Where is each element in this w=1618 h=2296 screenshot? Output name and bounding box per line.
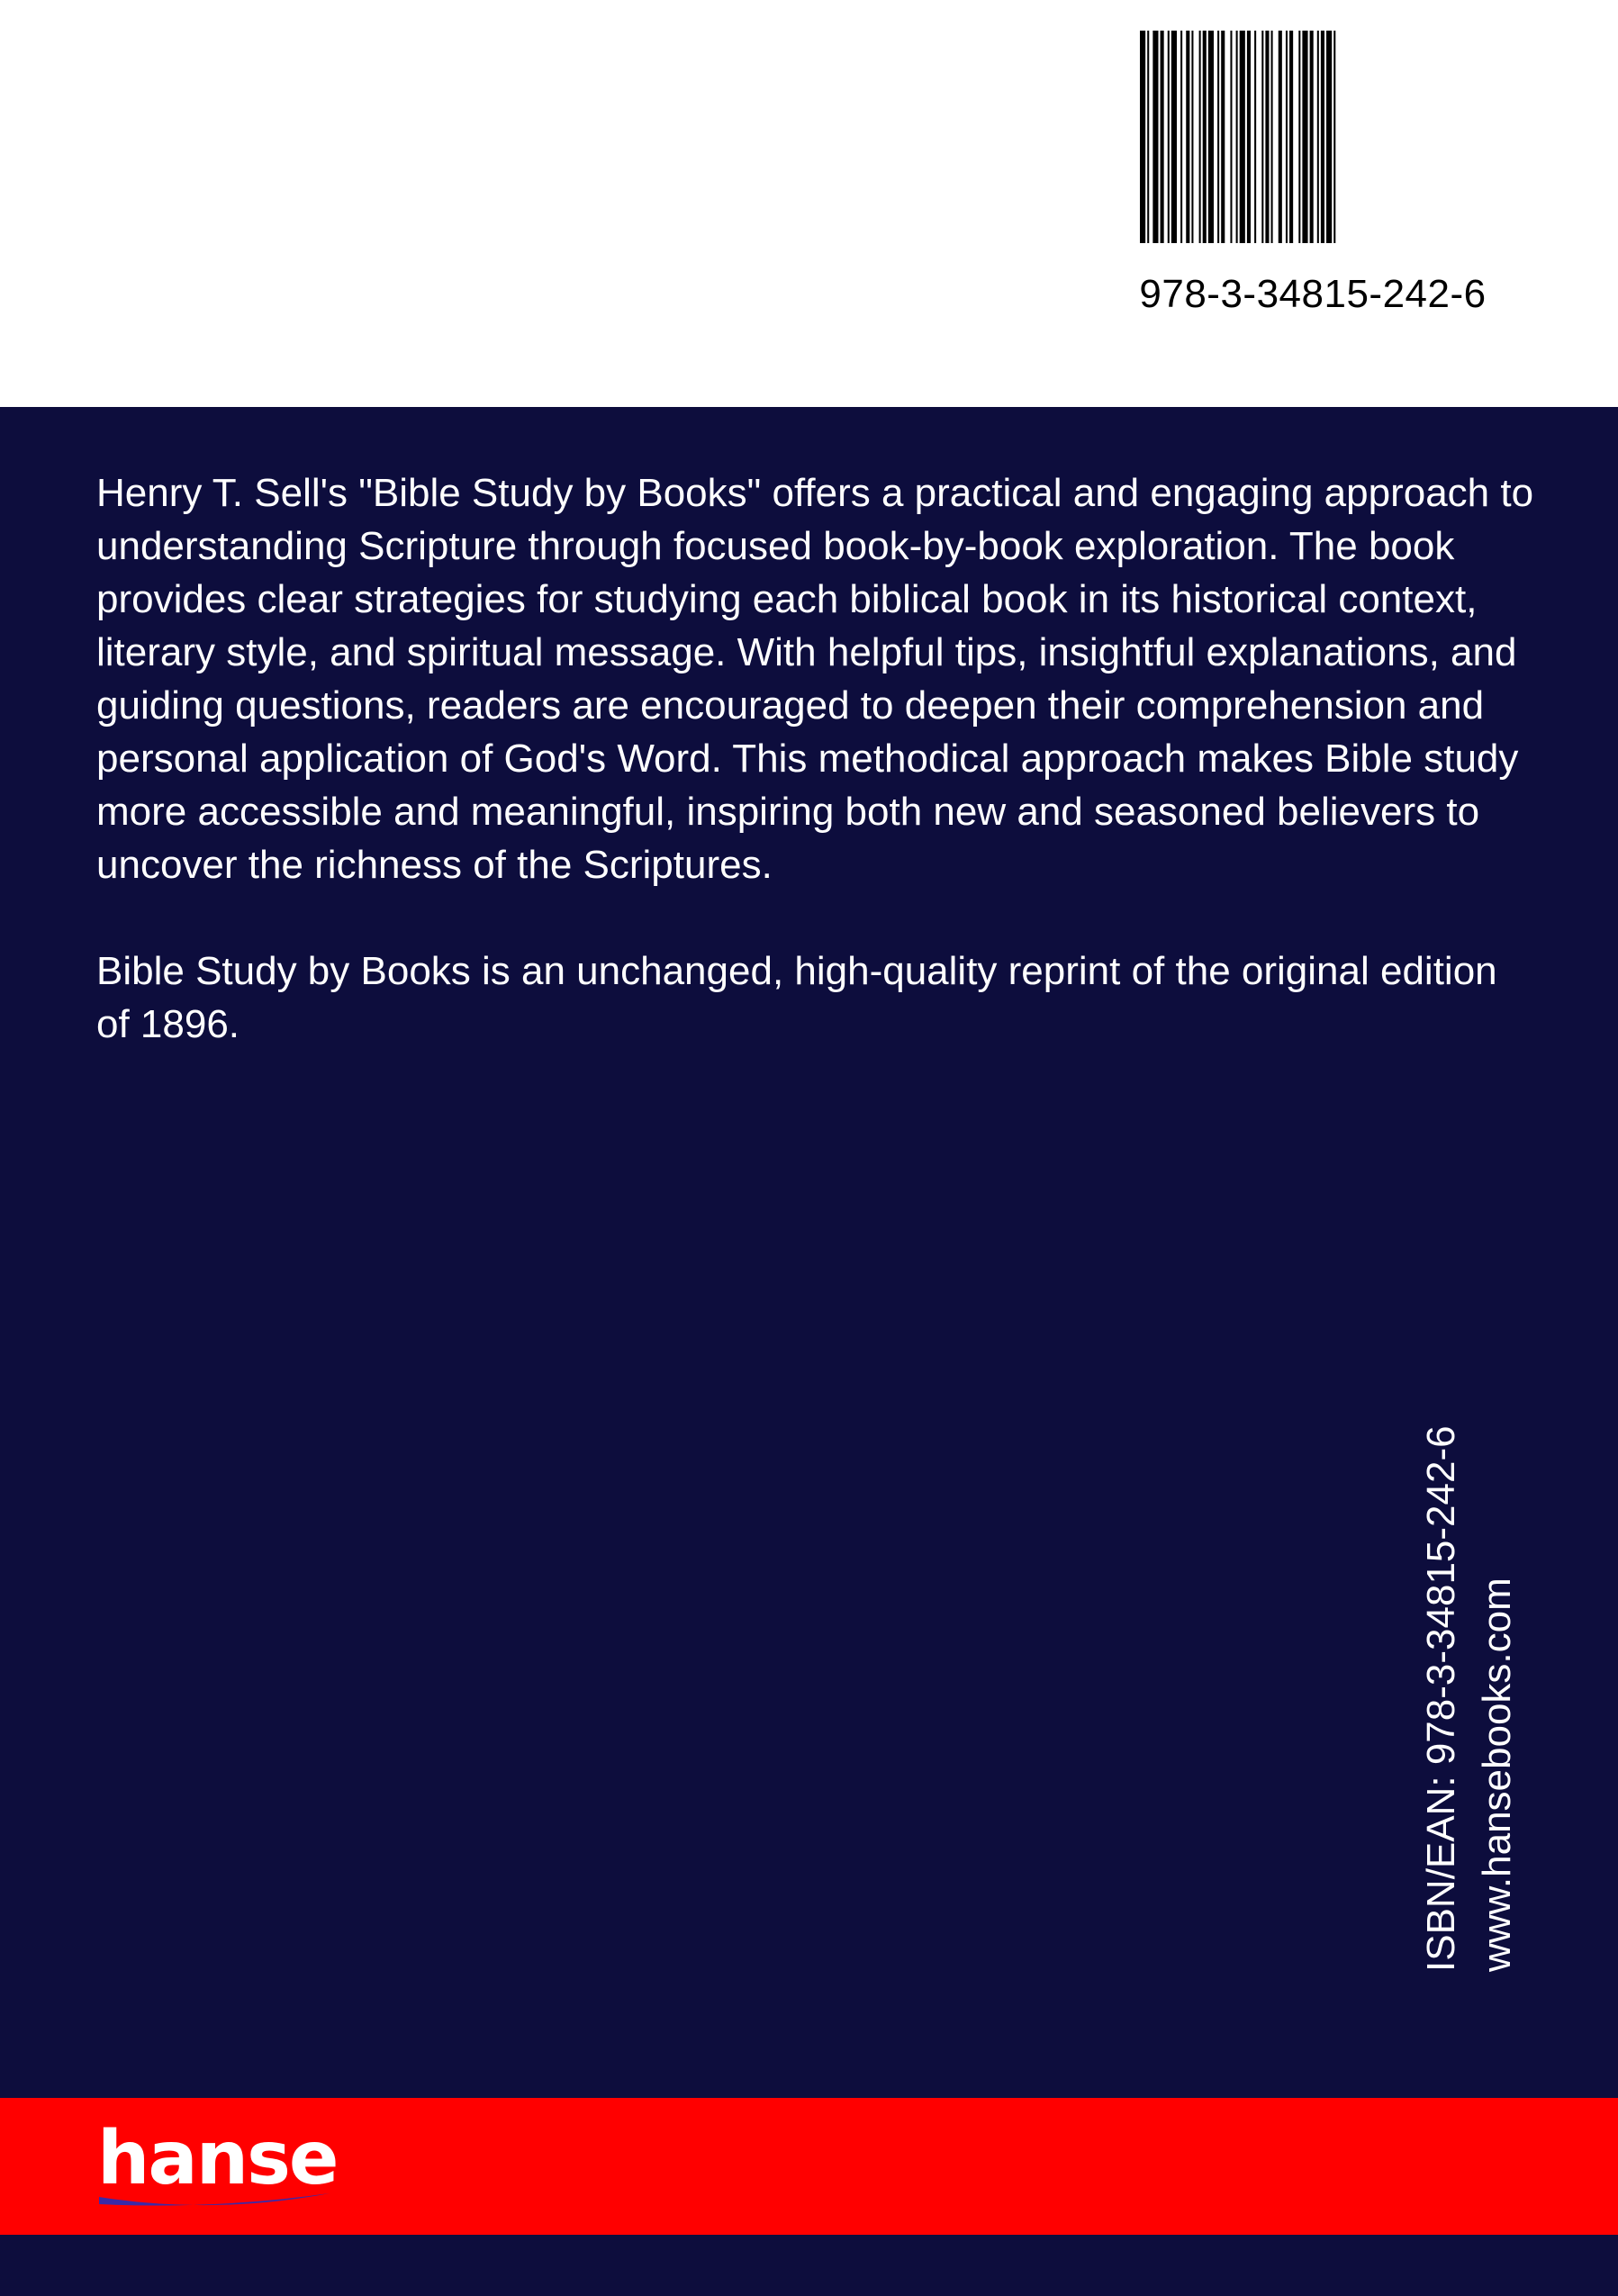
isbn-spine-text	[1414, 1425, 1525, 1972]
logo-text: hanse	[97, 2116, 338, 2201]
website-line: www.hansebooks.com	[1475, 1577, 1519, 1972]
barcode-digits: 978-3-34815-242-6	[1139, 272, 1487, 316]
book-description	[96, 466, 1537, 1104]
isbn-line: ISBN/EAN: 978-3-34815-242-6	[1419, 1425, 1463, 1972]
barcode-icon	[1136, 31, 1496, 247]
reprint-note: Bible Study by Books is an unchanged, high-quality reprint of the original edition of 1896.	[96, 949, 1497, 1046]
bottom-band	[0, 2235, 1618, 2296]
publisher-logo	[97, 2114, 340, 2222]
top-white-band	[0, 0, 1618, 407]
description-paragraph: Henry T. Sell's "Bible Study by Books" offers a practical and engaging approach to understanding Scripture through focused book-by-book exploration. The book provides clear strategies for studying each biblical book in its historical context, literary style, and spiritual message. With helpful tips, insightful explanations, and guiding questions, readers are encouraged to deepen their comprehension and personal application of God's Word. This methodical approach makes Bible study more accessible and meaningful, inspiring both new and seasoned believers to uncover the richness of the Scriptures.	[96, 471, 1534, 887]
barcode	[1136, 31, 1496, 316]
